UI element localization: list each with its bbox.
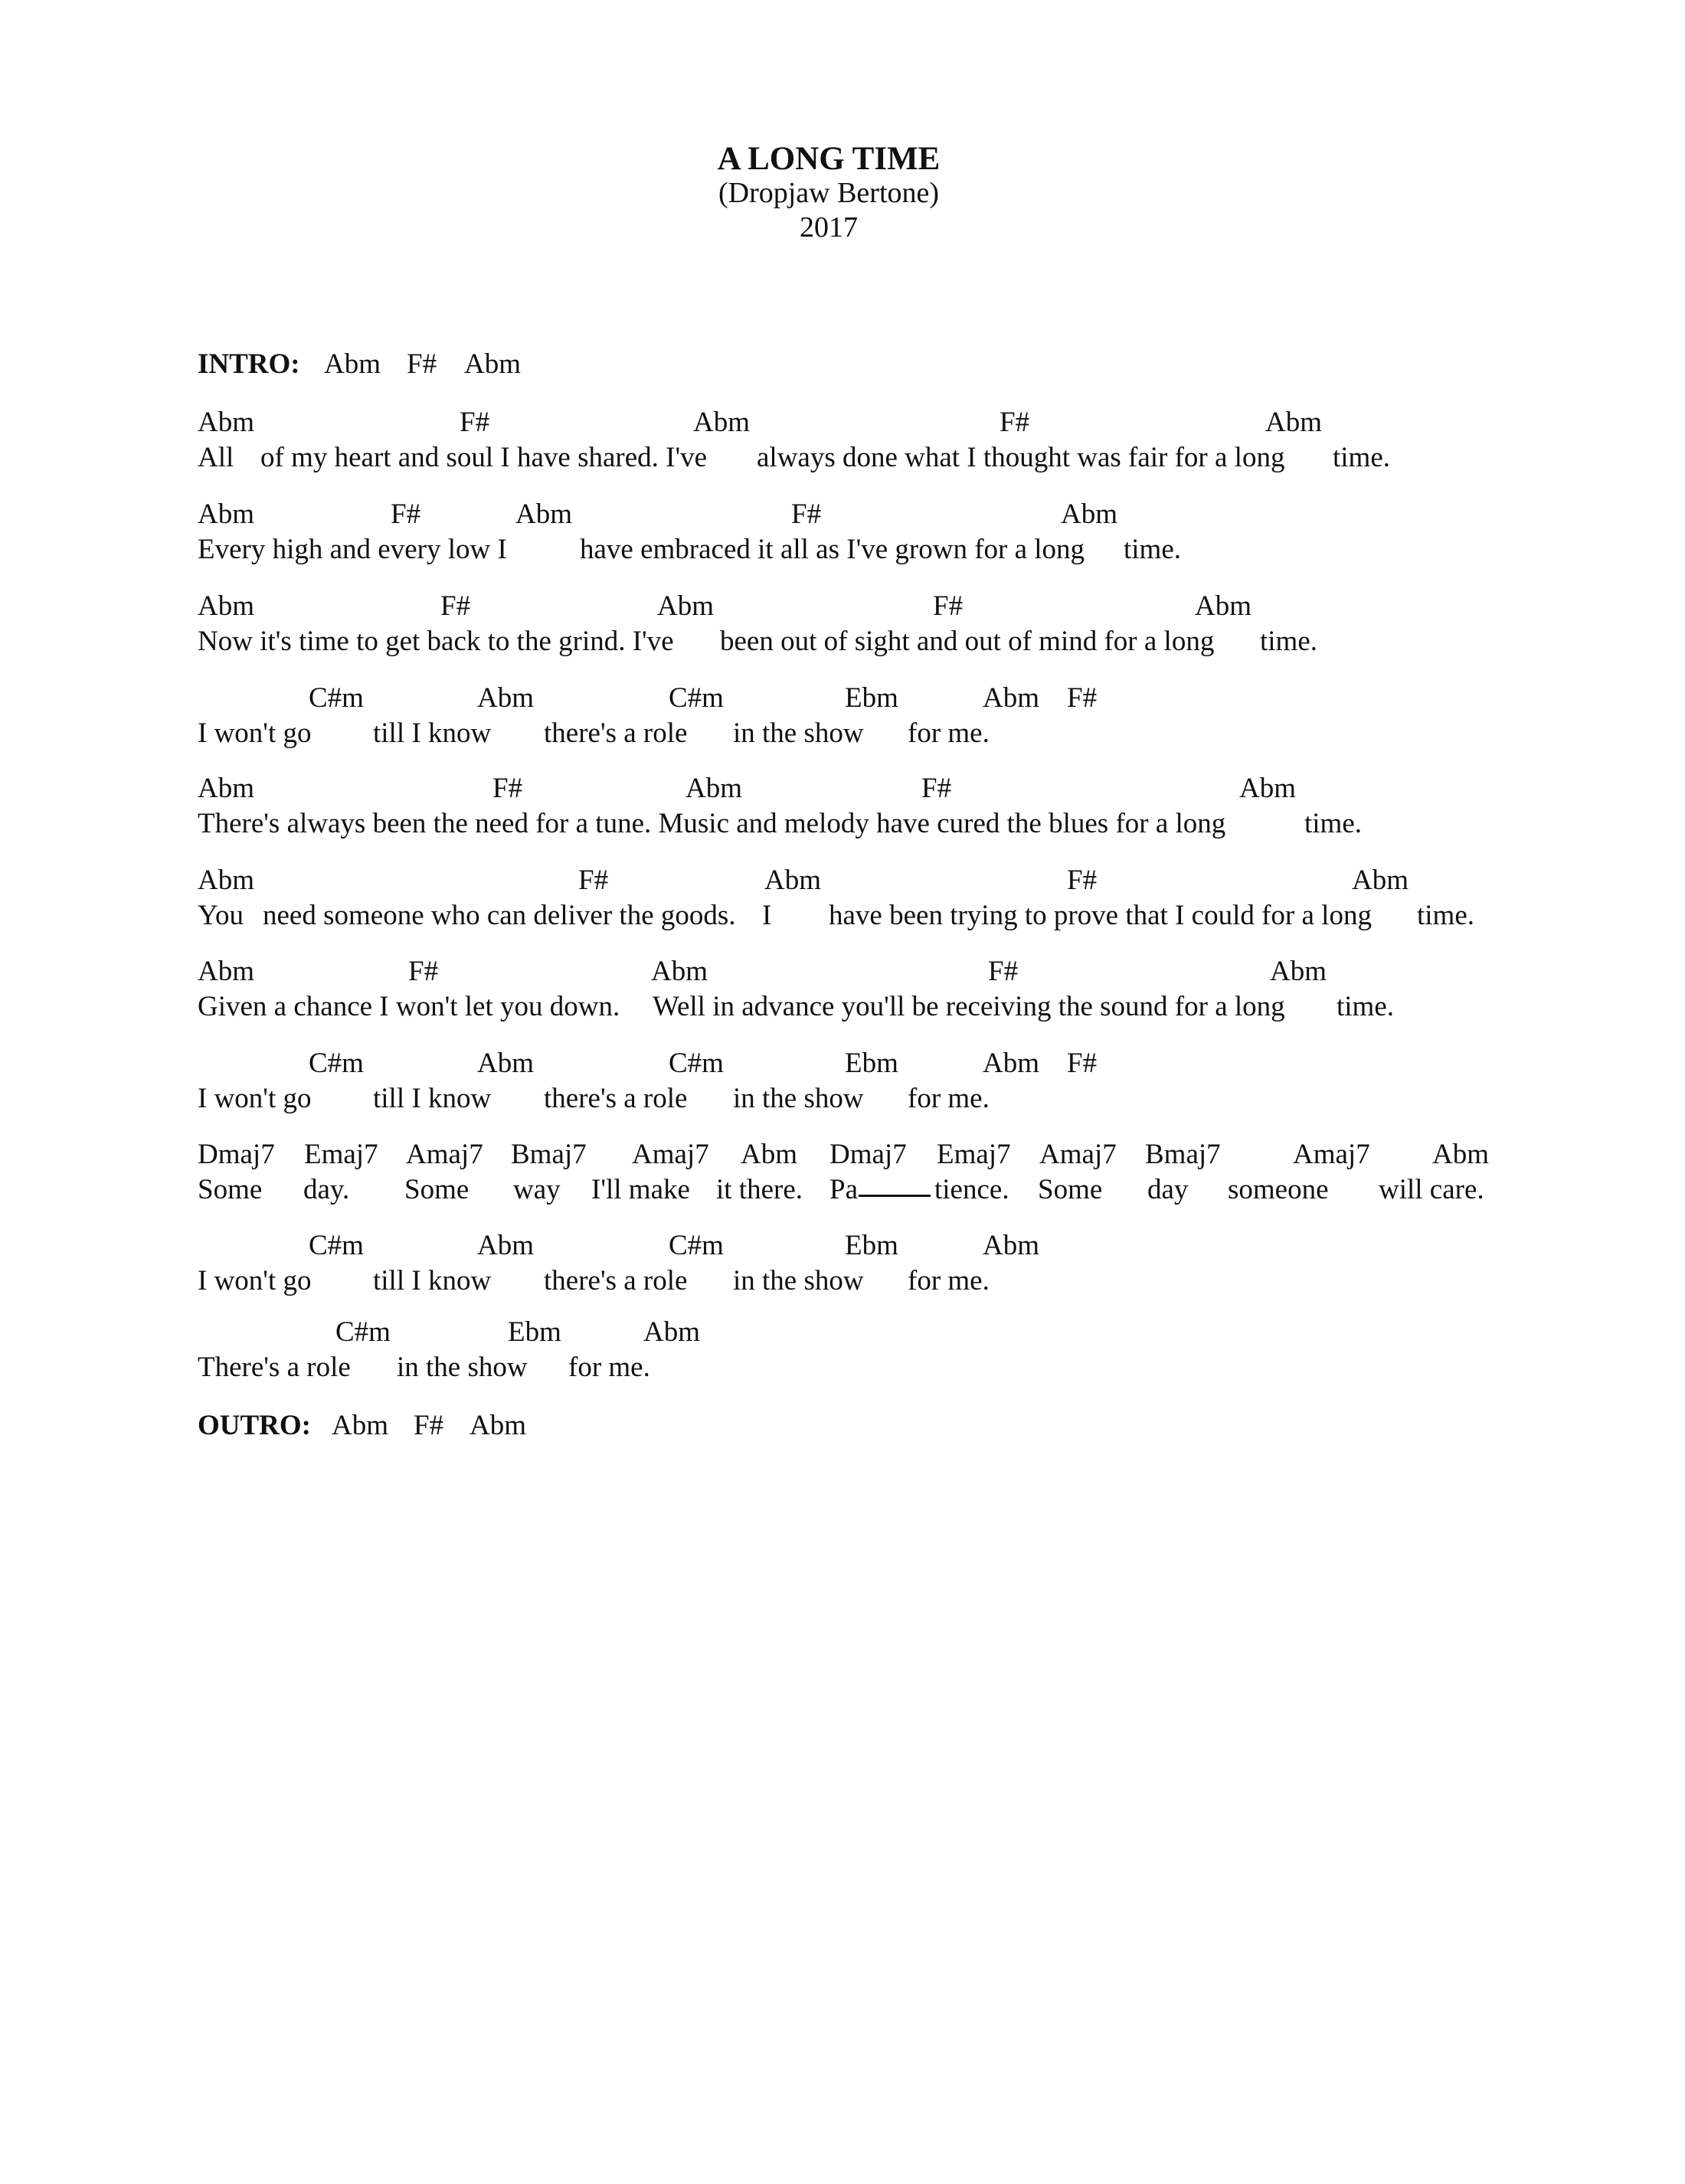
outro-chord: Abm bbox=[332, 1410, 388, 1441]
lyric: time. bbox=[1333, 442, 1391, 473]
chord: Dmaj7 bbox=[829, 1139, 907, 1170]
lyric: there's a role bbox=[544, 1083, 688, 1114]
lyric: Some bbox=[1038, 1174, 1103, 1205]
chord: Abm bbox=[198, 773, 254, 804]
chord: Ebm bbox=[845, 1230, 898, 1261]
lyric: time. bbox=[1260, 626, 1318, 657]
chord: Abm bbox=[1270, 956, 1327, 987]
lyric: in the show bbox=[733, 1265, 864, 1296]
chord: F# bbox=[460, 407, 490, 438]
lyric: time. bbox=[1124, 534, 1182, 565]
lyric: of my heart and soul I have shared. I've bbox=[260, 442, 708, 473]
lyric: I won't go bbox=[198, 1265, 312, 1296]
chord: Amaj7 bbox=[1293, 1139, 1370, 1170]
chord: F# bbox=[933, 590, 964, 622]
lyric: time. bbox=[1417, 900, 1475, 931]
lyric: have embraced it all as I've grown for a long bbox=[580, 534, 1085, 565]
lyric: always done what I thought was fair for a long bbox=[757, 442, 1285, 473]
outro-chord: Abm bbox=[470, 1410, 526, 1441]
song-artist: (Dropjaw Bertone) bbox=[718, 177, 940, 209]
chord: Abm bbox=[741, 1139, 797, 1170]
lyric: there's a role bbox=[544, 1265, 688, 1296]
lyric: day bbox=[1147, 1174, 1189, 1205]
lyric: need someone who can deliver the goods. bbox=[263, 900, 736, 931]
chord: Amaj7 bbox=[406, 1139, 483, 1170]
lyric: been out of sight and out of mind for a long bbox=[720, 626, 1215, 657]
outro-line bbox=[198, 1409, 526, 1443]
chord: F# bbox=[408, 956, 439, 987]
chord: Ebm bbox=[845, 1048, 898, 1079]
intro-chord: F# bbox=[407, 348, 437, 380]
intro-line bbox=[198, 348, 521, 381]
lyric: will care. bbox=[1379, 1174, 1484, 1205]
chord: Emaj7 bbox=[937, 1139, 1011, 1170]
chord: Ebm bbox=[845, 682, 898, 714]
chord: Abm bbox=[693, 407, 750, 438]
chord: F# bbox=[1000, 407, 1030, 438]
chord: Abm bbox=[515, 499, 572, 530]
lyric: for me. bbox=[568, 1352, 650, 1383]
lyric: Now it's time to get back to the grind. I've bbox=[198, 626, 674, 657]
chord: Abm bbox=[1195, 590, 1251, 622]
lyric: Some bbox=[198, 1174, 263, 1205]
lyric: Pa bbox=[829, 1174, 858, 1205]
lyric: tience. bbox=[934, 1174, 1009, 1205]
chord: C#m bbox=[309, 682, 364, 714]
chord: Abm bbox=[477, 1048, 534, 1079]
chord: Amaj7 bbox=[632, 1139, 709, 1170]
lyric: in the show bbox=[733, 718, 864, 749]
lyric: I won't go bbox=[198, 718, 312, 749]
song-title: A LONG TIME bbox=[717, 141, 941, 177]
lyric: I'll make bbox=[591, 1174, 690, 1205]
lyric: There's always been the need for a tune. Music and melody have cured the blues for a long bbox=[198, 808, 1226, 839]
lyric: in the show bbox=[397, 1352, 528, 1383]
chord: Abm bbox=[198, 590, 254, 622]
chord: C#m bbox=[309, 1048, 364, 1079]
lyric: there's a role bbox=[544, 718, 688, 749]
chord: F# bbox=[391, 499, 421, 530]
intro-label: INTRO: bbox=[198, 348, 300, 380]
intro-chord: Abm bbox=[324, 348, 381, 380]
lyric: time. bbox=[1337, 991, 1395, 1022]
chord: F# bbox=[921, 773, 952, 804]
lyric: for me. bbox=[908, 718, 990, 749]
chord: Amaj7 bbox=[1039, 1139, 1117, 1170]
lyric: Some bbox=[404, 1174, 470, 1205]
chord: Abm bbox=[1432, 1139, 1489, 1170]
lyric: You bbox=[198, 900, 244, 931]
lyric: All bbox=[198, 442, 234, 473]
chord: Abm bbox=[1239, 773, 1296, 804]
chord: Abm bbox=[198, 865, 254, 896]
chord: C#m bbox=[669, 682, 724, 714]
lyric: it there. bbox=[716, 1174, 803, 1205]
chord: Bmaj7 bbox=[511, 1139, 587, 1170]
lyric: There's a role bbox=[198, 1352, 351, 1383]
chord: Abm bbox=[643, 1316, 700, 1348]
chord: F# bbox=[440, 590, 471, 622]
lyric: till I know bbox=[373, 1083, 492, 1114]
chord: C#m bbox=[669, 1230, 724, 1261]
lyric: Well in advance you'll be receiving the sound for a long bbox=[653, 991, 1285, 1022]
chord: Abm bbox=[983, 1230, 1039, 1261]
song-year: 2017 bbox=[800, 211, 858, 244]
lyric: time. bbox=[1304, 808, 1363, 839]
chord: Abm bbox=[764, 865, 821, 896]
chord: Abm bbox=[1352, 865, 1409, 896]
lyric: till I know bbox=[373, 1265, 492, 1296]
lyric: Every high and every low I bbox=[198, 534, 507, 565]
chord: Abm bbox=[1265, 407, 1322, 438]
chord: F# bbox=[791, 499, 822, 530]
chord: Abm bbox=[983, 1048, 1039, 1079]
lyric: someone bbox=[1228, 1174, 1329, 1205]
chord: C#m bbox=[335, 1316, 391, 1348]
chord: Abm bbox=[198, 499, 254, 530]
lyric: Given a chance I won't let you down. bbox=[198, 991, 620, 1022]
lyric: in the show bbox=[733, 1083, 864, 1114]
outro-label: OUTRO: bbox=[198, 1410, 311, 1441]
chord: F# bbox=[1067, 1048, 1098, 1079]
chord: Abm bbox=[1061, 499, 1117, 530]
lyric: have been trying to prove that I could for a long bbox=[829, 900, 1372, 931]
chord: Abm bbox=[651, 956, 708, 987]
lyric: I won't go bbox=[198, 1083, 312, 1114]
lyric: I bbox=[762, 900, 772, 931]
chord: F# bbox=[492, 773, 523, 804]
chord: Abm bbox=[198, 407, 254, 438]
outro-chord: F# bbox=[414, 1410, 444, 1441]
chord: Abm bbox=[685, 773, 742, 804]
chord: Abm bbox=[477, 682, 534, 714]
lyric: till I know bbox=[373, 718, 492, 749]
chord: C#m bbox=[669, 1048, 724, 1079]
chord: Abm bbox=[657, 590, 714, 622]
chord: F# bbox=[1067, 682, 1098, 714]
chord: F# bbox=[988, 956, 1019, 987]
chord: F# bbox=[578, 865, 609, 896]
chord: Ebm bbox=[508, 1316, 561, 1348]
held-syllable-line bbox=[859, 1195, 931, 1197]
chord: Dmaj7 bbox=[198, 1139, 275, 1170]
intro-chord: Abm bbox=[464, 348, 521, 380]
chord: Abm bbox=[477, 1230, 534, 1261]
lyric: for me. bbox=[908, 1083, 990, 1114]
lyric: for me. bbox=[908, 1265, 990, 1296]
lyric: day. bbox=[303, 1174, 350, 1205]
chord: Abm bbox=[198, 956, 254, 987]
chord: Abm bbox=[983, 682, 1039, 714]
chord: C#m bbox=[309, 1230, 364, 1261]
chord: Emaj7 bbox=[304, 1139, 378, 1170]
lyric: way bbox=[513, 1174, 561, 1205]
chord: Bmaj7 bbox=[1145, 1139, 1221, 1170]
chord: F# bbox=[1067, 865, 1098, 896]
